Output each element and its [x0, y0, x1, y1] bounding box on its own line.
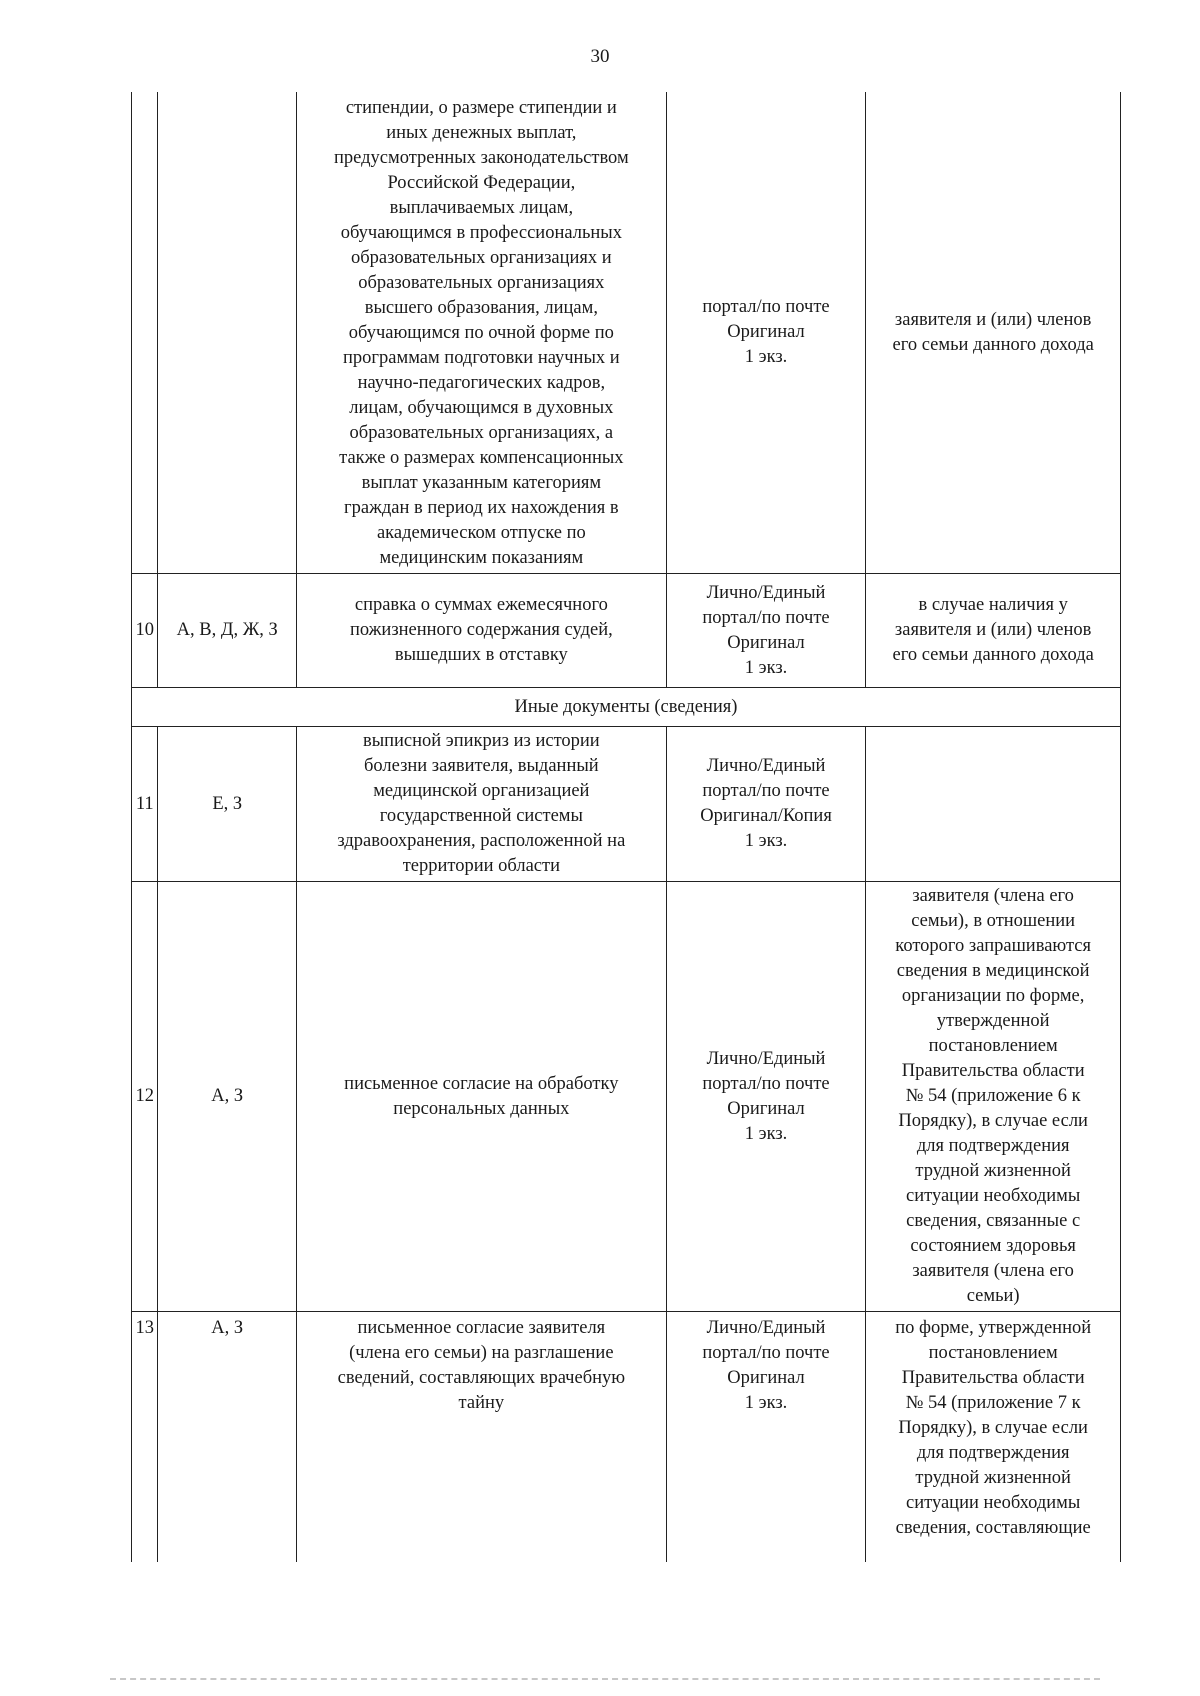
note-line: трудной жизненной — [915, 1161, 1071, 1181]
note-line: семьи) — [966, 1286, 1020, 1306]
table-row-continuation — [132, 92, 1121, 574]
section-header-row — [132, 688, 1121, 727]
note-line: трудной жизненной — [915, 1468, 1071, 1488]
note-line: его семьи данного дохода — [892, 334, 1094, 355]
document-line: высшего образования, лицам, — [364, 298, 598, 318]
submission-line: Оригинал — [727, 632, 805, 653]
document-line: иных денежных выплат, — [386, 123, 577, 143]
cell-number: 12 — [132, 882, 158, 1312]
note-line: заявителя и (или) членов — [894, 309, 1092, 330]
document-line: сведений, составляющих врачебную — [337, 1368, 626, 1388]
documents-table — [131, 92, 1121, 1562]
cell-document — [296, 574, 666, 688]
cell-categories: А, З — [158, 882, 297, 1312]
document-line: территории области — [402, 856, 560, 876]
note-line: семьи), в отношении — [911, 911, 1076, 931]
document-line: предусмотренных законодательством — [334, 148, 629, 168]
document-line: выплат указанным категориям — [361, 473, 602, 493]
cell-categories: А, В, Д, Ж, З — [158, 574, 297, 688]
note-line: утвержденной — [936, 1011, 1050, 1031]
note-line: № 54 (приложение 7 к — [905, 1393, 1081, 1413]
note-line: состоянием здоровья — [910, 1236, 1076, 1256]
document-line: программам подготовки научных и — [343, 348, 620, 368]
submission-line: Оригинал/Копия — [700, 806, 832, 826]
note-line: Порядку), в случае если — [898, 1418, 1088, 1438]
cell-number — [132, 92, 158, 574]
note-line: которого запрашиваются — [895, 936, 1092, 956]
note-line: заявителя и (или) членов — [894, 620, 1092, 640]
document-line: научно-педагогических кадров, — [357, 373, 606, 393]
cell-categories: А, З — [158, 1312, 297, 1562]
document-line: пожизненного содержания судей, — [349, 620, 613, 640]
document-line: персональных данных — [393, 1098, 570, 1119]
document-line: медицинской организацией — [373, 781, 590, 801]
cell-document — [296, 727, 666, 882]
submission-line: портал/по почте — [702, 297, 830, 317]
document-line: граждан в период их нахождения в — [344, 498, 619, 518]
document-line: обучающимся по очной форме по — [348, 323, 614, 343]
submission-line: 1 экз. — [744, 1123, 788, 1144]
cell-submission — [666, 882, 866, 1312]
note-line: для подтверждения — [916, 1136, 1070, 1156]
document-line: Российской Федерации, — [387, 173, 576, 193]
page-number: 30 — [590, 46, 610, 67]
submission-line: Лично/Единый — [706, 756, 826, 776]
scan-artifact-line — [110, 1678, 1100, 1680]
submission-line: Оригинал — [727, 1368, 805, 1388]
note-line: Правительства области — [901, 1368, 1085, 1388]
cell-document — [296, 882, 666, 1312]
document-line: письменное согласие на обработку — [344, 1073, 619, 1094]
document-line: медицинским показаниям — [379, 548, 584, 568]
document-line: образовательных организациях, а — [349, 423, 614, 443]
note-line: Порядку), в случае если — [898, 1111, 1088, 1131]
note-line: ситуации необходимы — [906, 1493, 1081, 1513]
document-line: академическом отпуске по — [376, 523, 586, 543]
table-row-13 — [132, 1312, 1121, 1562]
document-line: выписной эпикриз из истории — [362, 731, 600, 751]
note-line: для подтверждения — [916, 1443, 1070, 1463]
document-line: письменное согласие заявителя — [357, 1318, 606, 1338]
submission-line: Лично/Единый — [706, 1048, 826, 1069]
document-line: выплачиваемых лицам, — [389, 198, 574, 218]
note-line: Правительства области — [901, 1061, 1085, 1081]
note-line: заявителя (члена его — [912, 1261, 1074, 1281]
submission-line: портал/по почте — [702, 607, 830, 628]
cell-categories — [158, 92, 297, 574]
note-line: сведения в медицинской — [896, 961, 1090, 981]
cell-submission — [666, 1312, 866, 1562]
cell-submission — [666, 574, 866, 688]
note-line: организации по форме, — [901, 986, 1085, 1006]
submission-line: Лично/Единый — [706, 1318, 826, 1338]
submission-line: 1 экз. — [744, 831, 788, 851]
note-line: постановлением — [928, 1343, 1058, 1363]
cell-submission — [666, 727, 866, 882]
submission-line: 1 экз. — [744, 657, 788, 678]
cell-note — [866, 727, 1121, 882]
cell-document — [296, 1312, 666, 1562]
document-line: болезни заявителя, выданный — [363, 756, 599, 776]
table-row-12 — [132, 882, 1121, 1312]
table-row-10 — [132, 574, 1121, 688]
document-line: справка о суммах ежемесячного — [354, 595, 608, 615]
note-line: постановлением — [928, 1036, 1058, 1056]
note-line: сведения, связанные с — [906, 1211, 1081, 1231]
cell-note — [866, 92, 1121, 574]
note-line: № 54 (приложение 6 к — [905, 1086, 1081, 1106]
document-line: здравоохранения, расположенной на — [337, 831, 626, 851]
document-line: образовательных организациях — [358, 273, 605, 293]
section-header: Иные документы (сведения) — [132, 688, 1121, 727]
submission-line: портал/по почте — [702, 1343, 830, 1363]
cell-number: 13 — [132, 1312, 158, 1562]
note-line: по форме, утвержденной — [895, 1318, 1092, 1338]
cell-submission — [666, 92, 866, 574]
cell-number: 10 — [132, 574, 158, 688]
document-line: тайну — [458, 1393, 505, 1413]
cell-document — [296, 92, 666, 574]
document-line: лицам, обучающимся в духовных — [349, 398, 614, 418]
cell-number: 11 — [132, 727, 158, 882]
note-line: его семьи данного дохода — [892, 645, 1094, 665]
table-row-11 — [132, 727, 1121, 882]
document-line: обучающимся в профессиональных — [340, 223, 622, 243]
submission-line: портал/по почте — [702, 1073, 830, 1094]
cell-categories: Е, З — [158, 727, 297, 882]
submission-line: 1 экз. — [744, 1393, 788, 1413]
submission-line: Лично/Единый — [706, 582, 826, 603]
submission-line: Оригинал — [727, 322, 805, 342]
document-line: также о размерах компенсационных — [339, 448, 624, 468]
note-line: ситуации необходимы — [906, 1186, 1081, 1206]
submission-line: Оригинал — [727, 1098, 805, 1119]
document-line: государственной системы — [379, 806, 583, 826]
document-line: (члена его семьи) на разглашение — [349, 1343, 614, 1363]
note-line: сведения, составляющие — [895, 1518, 1091, 1538]
submission-line: 1 экз. — [744, 347, 788, 367]
cell-note — [866, 1312, 1121, 1562]
document-line: вышедших в отставку — [394, 645, 568, 665]
submission-line: портал/по почте — [702, 781, 830, 801]
document-line: стипендии, о размере стипендии и — [345, 98, 617, 118]
cell-note — [866, 574, 1121, 688]
document-line: образовательных организациях и — [351, 248, 612, 268]
cell-note — [866, 882, 1121, 1312]
note-line: заявителя (члена его — [912, 886, 1074, 906]
note-line: в случае наличия у — [918, 595, 1068, 615]
